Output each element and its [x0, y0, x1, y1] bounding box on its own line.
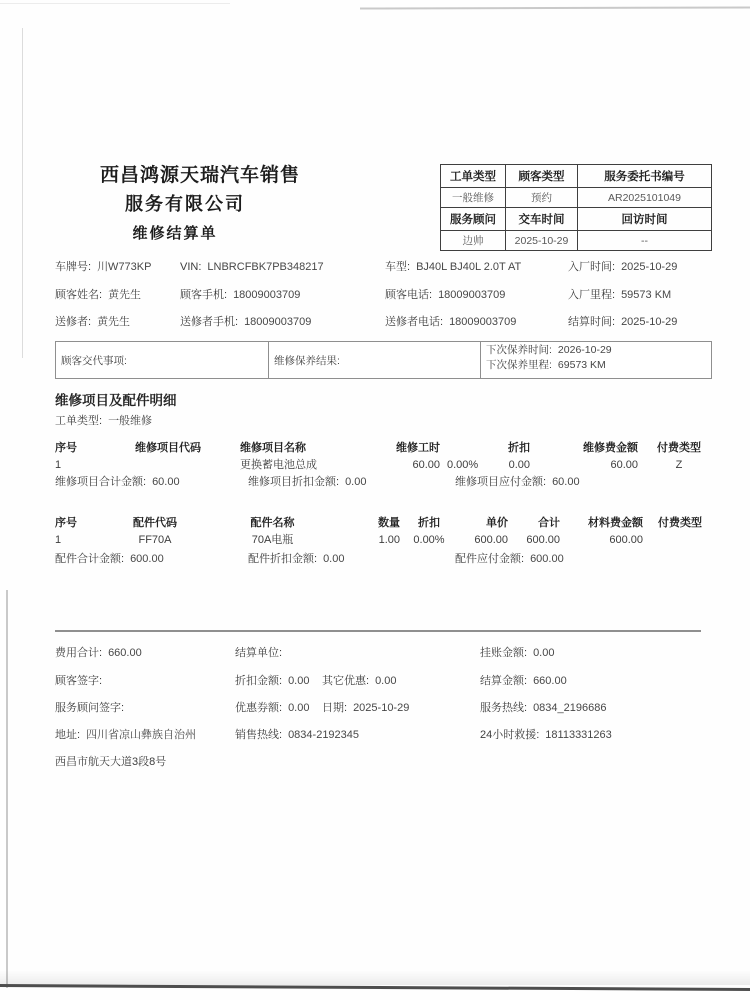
- details-section-title: 维修项目及配件明细: [55, 393, 177, 408]
- next-maintenance-mileage-label: 下次保养里程:: [486, 359, 552, 371]
- service-hotline-label: 服务热线:: [480, 702, 528, 714]
- settle-amount-label: 结算金额:: [480, 675, 528, 687]
- parts-col-total: 合计: [538, 517, 560, 529]
- service-order-no-header: 服务委托书编号: [578, 165, 712, 188]
- parts-total: 600.00: [526, 534, 560, 546]
- date-field: [322, 701, 409, 715]
- entry-time-label: 入厂时间:: [568, 261, 616, 273]
- model-value: BJ40L BJ40L 2.0T AT: [416, 261, 522, 273]
- customer-type-value: 预约: [506, 188, 578, 208]
- order-info-header-row2: [441, 208, 712, 231]
- parts-discount-pct: 0.00%: [413, 534, 445, 546]
- vin-value: LNBRCFBK7PB348217: [207, 261, 324, 273]
- total-cost-value: 660.00: [108, 647, 142, 659]
- customer-mobile-label: 顾客手机:: [180, 289, 228, 301]
- followup-time-value: --: [578, 231, 712, 251]
- model-field: [385, 260, 521, 274]
- summary-row-2: [0, 674, 750, 690]
- service-advisor-header: 服务顾问: [441, 208, 506, 231]
- parts-table-row: [0, 533, 750, 548]
- customer-remarks-label: 顾客交代事项:: [61, 354, 127, 367]
- sender-field: [55, 315, 130, 329]
- other-discount-field: [322, 674, 396, 688]
- repair-table-totals-row: [0, 475, 750, 490]
- sender-phone-field: [385, 315, 516, 329]
- repair-col-discount: 折扣: [508, 442, 530, 454]
- vehicle-info-row-1: [0, 260, 750, 276]
- repair-col-fee: 维修费金额: [583, 442, 638, 454]
- parts-name: 70A电瓶: [251, 534, 294, 546]
- parts-total-sum-label: 配件合计金额:: [55, 553, 125, 565]
- credit-amount-value: 0.00: [533, 647, 555, 659]
- vin-label: VIN:: [180, 261, 202, 273]
- rescue-hotline-field: [480, 728, 612, 742]
- parts-col-discount: 折扣: [418, 517, 440, 529]
- repair-discount-pct: 0.00%: [447, 459, 479, 471]
- parts-col-qty: 数量: [378, 517, 400, 529]
- customer-phone-field: [385, 288, 505, 302]
- parts-table-header-row: [0, 516, 750, 531]
- repair-discount: 0.00: [508, 459, 530, 471]
- document-title: 维修结算单: [132, 225, 218, 242]
- repair-col-seq: 序号: [55, 442, 77, 454]
- rescue-hotline-label: 24小时救援:: [480, 729, 540, 741]
- next-maintenance-mileage: [486, 358, 706, 373]
- rescue-hotline-value: 18113331263: [545, 729, 612, 741]
- customer-phone-value: 18009003709: [438, 289, 506, 301]
- customer-mobile-value: 18009003709: [233, 289, 301, 301]
- settle-unit-field: [235, 646, 288, 660]
- repair-total: [55, 475, 180, 489]
- discount-amount-label: 折扣金额:: [235, 675, 283, 687]
- address-label: 地址:: [55, 729, 81, 741]
- customer-signature-label: 顾客签字:: [55, 675, 103, 687]
- sales-hotline-value: 0834-2192345: [288, 729, 360, 741]
- credit-amount-label: 挂账金额:: [480, 647, 528, 659]
- next-maintenance-cell: [481, 342, 711, 378]
- summary-row-1: [0, 646, 750, 662]
- sender-mobile-value: 18009003709: [244, 316, 312, 328]
- customer-name-value: 黄先生: [108, 289, 142, 301]
- address-line-2: 西昌市航天大道3段8号: [55, 756, 167, 768]
- other-discount-value: 0.00: [375, 675, 397, 687]
- repair-payable-total: [455, 475, 580, 489]
- order-info-table: [440, 164, 712, 251]
- address-field: [55, 728, 196, 742]
- parts-seq: 1: [55, 534, 62, 546]
- service-advisor-value: 边帅: [441, 231, 506, 251]
- service-hotline-field: [480, 701, 606, 715]
- repair-discount-total: [248, 475, 366, 489]
- sender-label: 送修者:: [55, 316, 92, 328]
- repair-discount-total-value: 0.00: [345, 476, 367, 488]
- parts-unit-price: 600.00: [474, 534, 508, 546]
- entry-mileage-field: [568, 288, 671, 302]
- parts-col-material-fee: 材料费金额: [588, 517, 643, 529]
- vehicle-info-row-2: [0, 288, 750, 304]
- repair-hours: 60.00: [412, 459, 440, 471]
- repair-paytype: Z: [675, 459, 683, 471]
- customer-name-field: [55, 288, 141, 302]
- parts-payable-sum: [455, 552, 564, 566]
- service-hotline-value: 0834_2196686: [533, 702, 607, 714]
- order-type-header: 工单类型: [441, 165, 506, 188]
- parts-payable-sum-label: 配件应付金额:: [455, 553, 525, 565]
- date-value: 2025-10-29: [353, 702, 410, 714]
- sender-mobile-label: 送修者手机:: [180, 316, 239, 328]
- vin-field: [180, 260, 324, 274]
- sender-phone-label: 送修者电话:: [385, 316, 444, 328]
- parts-code: FF70A: [138, 534, 172, 546]
- repair-total-label: 维修项目合计金额:: [55, 476, 147, 488]
- sender-mobile-field: [180, 315, 311, 329]
- next-maintenance-mileage-value: 69573 KM: [557, 359, 606, 371]
- details-order-type-value: 一般维修: [108, 415, 153, 427]
- followup-time-header: 回访时间: [578, 208, 712, 231]
- company-name-line1: 西昌鸿源天瑞汽车销售: [99, 165, 300, 186]
- vehicle-info-row-3: [0, 315, 750, 331]
- plate-label: 车牌号:: [55, 261, 92, 273]
- scan-edge-top-left: [0, 3, 230, 4]
- repair-payable-total-label: 维修项目应付金额:: [455, 476, 547, 488]
- sender-value: 黄先生: [97, 316, 131, 328]
- settle-time-field: [568, 315, 677, 329]
- repair-total-value: 60.00: [152, 476, 180, 488]
- company-name-line2: 服务有限公司: [125, 194, 245, 214]
- parts-col-code: 配件代码: [133, 517, 177, 529]
- summary-row-4: [0, 728, 750, 744]
- repair-name: 更换蓄电池总成: [240, 459, 317, 471]
- total-cost-label: 费用合计:: [55, 647, 103, 659]
- repair-seq: 1: [55, 459, 62, 471]
- delivery-time-value: 2025-10-29: [506, 231, 578, 251]
- plate-value: 川W773KP: [97, 261, 152, 273]
- settle-amount-value: 660.00: [533, 675, 567, 687]
- customer-remarks-cell: [56, 342, 269, 378]
- repair-table-row: [0, 458, 750, 473]
- parts-discount-sum-value: 0.00: [323, 553, 345, 565]
- parts-col-name: 配件名称: [250, 517, 295, 529]
- entry-mileage-value: 59573 KM: [621, 289, 672, 301]
- parts-qty: 1.00: [378, 534, 400, 546]
- repair-payable-total-value: 60.00: [552, 476, 580, 488]
- sender-phone-value: 18009003709: [449, 316, 517, 328]
- order-info-value-row: [441, 188, 712, 208]
- credit-amount-field: [480, 646, 554, 660]
- parts-discount-sum-label: 配件折扣金额:: [248, 553, 318, 565]
- repair-fee: 60.00: [610, 459, 638, 471]
- parts-material-fee: 600.00: [609, 534, 643, 546]
- repair-col-name: 维修项目名称: [240, 442, 306, 454]
- next-maintenance-time: [486, 343, 706, 358]
- coupon-amount-field: [235, 701, 309, 715]
- parts-col-seq: 序号: [55, 517, 77, 529]
- repair-col-code: 维修项目代码: [135, 442, 201, 454]
- parts-col-price: 单价: [486, 517, 508, 529]
- scan-shadow-bottom: [0, 970, 750, 985]
- customer-type-header: 顾客类型: [506, 165, 578, 188]
- model-label: 车型:: [385, 261, 411, 273]
- order-info-value-row2: [441, 231, 712, 251]
- details-order-type-label: 工单类型:: [55, 415, 103, 427]
- service-order-no-value: AR2025101049: [578, 188, 712, 208]
- repair-result-cell: [269, 342, 481, 378]
- settle-amount-field: [480, 674, 567, 688]
- details-order-type: [55, 414, 152, 428]
- parts-col-paytype: 付费类型: [658, 517, 702, 529]
- scan-edge-left-upper: [22, 28, 23, 358]
- delivery-time-header: 交车时间: [506, 208, 578, 231]
- plate-field: [55, 260, 151, 274]
- next-maintenance-time-value: 2026-10-29: [557, 344, 612, 356]
- customer-signature-field: [55, 674, 108, 688]
- parts-payable-sum-value: 600.00: [530, 553, 564, 565]
- advisor-signature-label: 服务顾问签字:: [55, 702, 125, 714]
- repair-discount-total-label: 维修项目折扣金额:: [248, 476, 340, 488]
- order-type-value: 一般维修: [441, 188, 506, 208]
- advisor-signature-field: [55, 701, 130, 715]
- scan-edge-top: [360, 6, 750, 9]
- date-label: 日期:: [322, 702, 348, 714]
- repair-col-paytype: 付费类型: [657, 442, 701, 454]
- parts-discount-sum: [248, 552, 344, 566]
- parts-total-sum: [55, 552, 164, 566]
- sales-hotline-label: 销售热线:: [235, 729, 283, 741]
- other-discount-label: 其它优惠:: [322, 675, 370, 687]
- entry-mileage-label: 入厂里程:: [568, 289, 616, 301]
- entry-time-field: [568, 260, 677, 274]
- repair-result-label: 维修保养结果:: [274, 354, 340, 367]
- summary-divider: [55, 630, 701, 632]
- customer-mobile-field: [180, 288, 300, 302]
- coupon-amount-value: 0.00: [288, 702, 310, 714]
- settle-time-value: 2025-10-29: [621, 316, 678, 328]
- customer-phone-label: 顾客电话:: [385, 289, 433, 301]
- discount-amount-field: [235, 674, 309, 688]
- scan-edge-bottom: [0, 984, 750, 991]
- sales-hotline-field: [235, 728, 359, 742]
- customer-name-label: 顾客姓名:: [55, 289, 103, 301]
- discount-amount-value: 0.00: [288, 675, 310, 687]
- settle-time-label: 结算时间:: [568, 316, 616, 328]
- coupon-amount-label: 优惠券额:: [235, 702, 283, 714]
- total-cost-field: [55, 646, 142, 660]
- repair-col-hours: 维修工时: [396, 442, 440, 454]
- repair-table-header-row: [0, 441, 750, 456]
- address-value: 四川省凉山彝族自治州: [86, 729, 197, 741]
- entry-time-value: 2025-10-29: [621, 261, 678, 273]
- settle-unit-label: 结算单位:: [235, 647, 283, 659]
- next-maintenance-time-label: 下次保养时间:: [486, 344, 552, 356]
- summary-row-3: [0, 701, 750, 717]
- order-info-header-row: [441, 165, 712, 188]
- memo-box: [55, 341, 712, 379]
- parts-total-sum-value: 600.00: [130, 553, 164, 565]
- parts-table-totals-row: [0, 552, 750, 567]
